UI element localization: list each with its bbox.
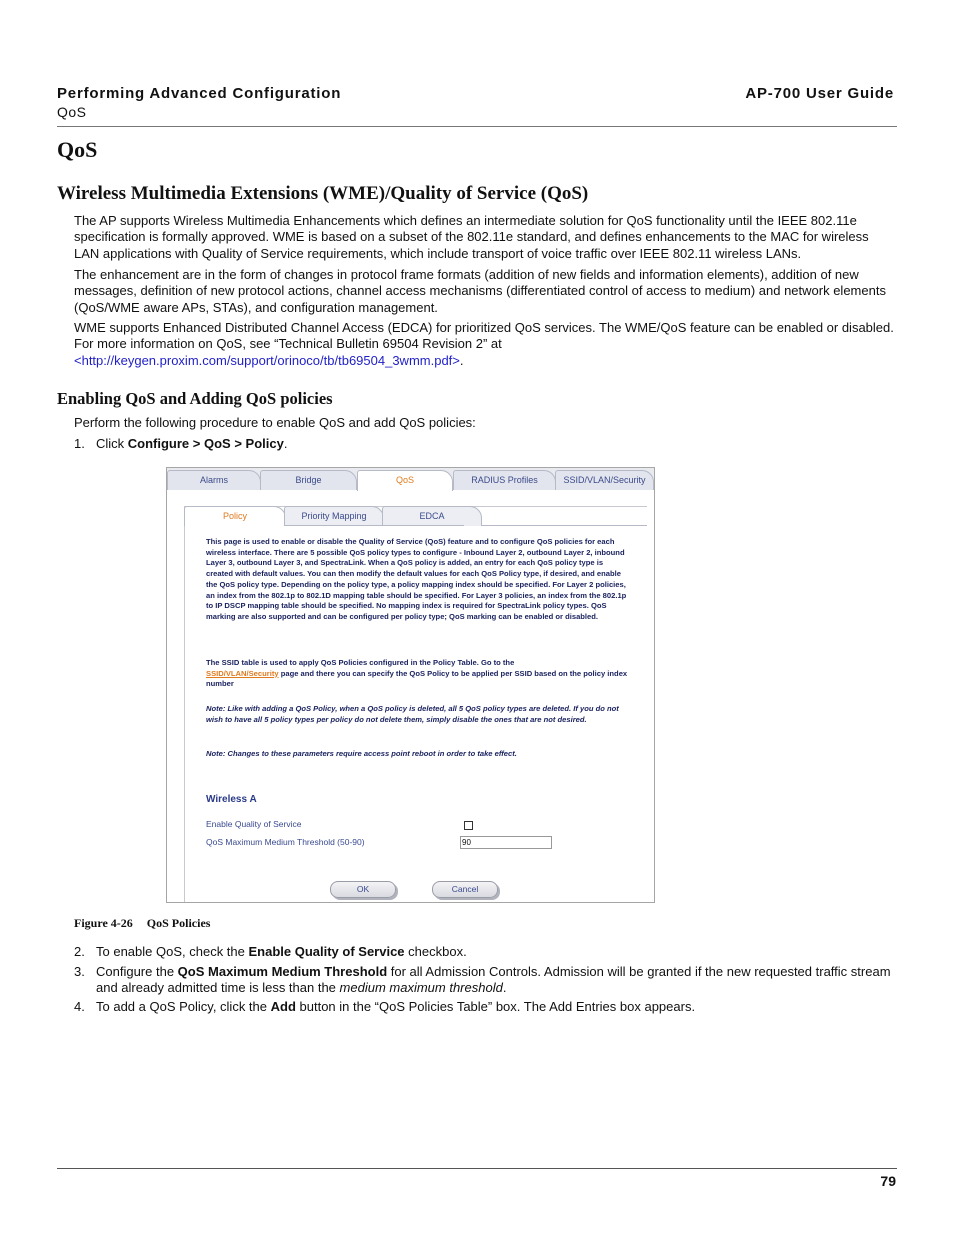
tab-bridge[interactable]: Bridge [260,470,357,490]
tab-ssid-vlan-security[interactable]: SSID/VLAN/Security [555,470,654,490]
step-1 [74,436,897,452]
ssid-vlan-security-link[interactable]: SSID/VLAN/Security [206,668,279,678]
tab-edca[interactable]: EDCA [382,506,482,526]
paragraph-edca-text: WME supports Enhanced Distributed Channel Access (EDCA) for prioritized QoS services. The WME/QoS feature can be enabled or disabled. For more information on QoS, see “Technical Bulletin 69504 Revision 2” at [74,320,894,352]
enable-qos-checkbox[interactable] [464,821,473,830]
step-bold-text: Configure > QoS > Policy [127,436,284,451]
step-text: To add a QoS Policy, click the [96,999,271,1014]
step-text: Configure the [96,964,178,979]
tab-qos[interactable]: QoS [357,470,453,491]
section-heading-enabling-qos: Enabling QoS and Adding QoS policies [57,389,333,408]
footer-divider [57,1168,897,1169]
step-bold-text: QoS Maximum Medium Threshold [177,964,388,979]
tab-policy[interactable]: Policy [184,506,286,526]
figure-title: QoS Policies [146,916,211,930]
running-header-guide: AP-700 User Guide [745,85,894,102]
step-text-end: button in the “QoS Policies Table” box. The Add Entries box appears. [295,999,696,1014]
technical-bulletin-link[interactable]: <http://keygen.proxim.com/support/orinoco/tb/tb69504_3wmm.pdf> [74,352,460,368]
step-text-mid: for all Admission Controls. Admission will be granted if the new requested traffic stream and already admitted time is less than the [96,964,891,996]
tab-priority-mapping[interactable]: Priority Mapping [284,506,384,526]
step-text: To enable QoS, check the [96,944,249,959]
step-number: 4. [74,999,85,1014]
sub-tab-bar [184,506,647,526]
step-text-end: . [502,980,507,996]
header-divider [57,126,897,127]
threshold-label: QoS Maximum Medium Threshold (50-90) [206,837,365,847]
step-number: 1. [74,436,85,451]
figure-number: Figure 4-26 [74,916,133,930]
section-heading-wme: Wireless Multimedia Extensions (WME)/Quality of Service (QoS) [57,183,589,204]
step-4 [74,999,897,1015]
step-text: Click [96,436,128,451]
tab-alarms[interactable]: Alarms [167,470,261,490]
procedure-intro: Perform the following procedure to enable QoS and add QoS policies: [74,415,476,430]
step-text-end: checkbox. [404,944,467,959]
enable-qos-label: Enable Quality of Service [206,819,302,829]
page-title: QoS [57,137,98,162]
ssid-table-description [206,658,630,690]
policy-description: This page is used to enable or disable the Quality of Service (QoS) feature and to configure QoS policies for each wireless interface. There are 5 possible QoS policy types to configure - Inbound Layer 2, outbound Layer 2, inbound Layer 3, outbound Layer 3, and SpectraLink. When a QoS policy is added, an entry for each QoS policy type is created with default values. You can then modify the default values for each QoS Policy type, if desired, and enable the QoS policy type. Depending on the policy type, a policy mapping index should be specified. For Layer 2 policies, an index from the 802.1p to 802.1D mapping table should be specified. For Layer 3 policies, an index from the 802.1p to IP DSCP mapping table should be specified. No mapping index is required for SpectraLink policy types. QoS marking are also supported and can be configured per policy type; QoS marking can be enabled or disabled. [206,537,627,621]
step-number: 3. [74,964,85,979]
ssid-description-text: The SSID table is used to apply QoS Policies configured in the Policy Table. Go to the [206,658,515,667]
page-number: 79 [880,1173,896,1189]
sub-tab-divider [284,525,464,526]
qos-policies-figure [166,467,655,903]
paragraph-wme-intro: The AP supports Wireless Multimedia Enhancements which defines an intermediate solution for QoS functionality until the IEEE 802.11e specification is formally approved. WME is based on a subset of the 802.11e standard, and defines enhancements to the MAC for wireless LAN applications with Quality of Service requirements, which include transport of voice traffic over IEEE 802.11 wireless LANs. [74,213,869,261]
step-text-end: . [283,436,288,451]
paragraph-edca-end: . [459,352,464,368]
delete-policy-note: Note: Like with adding a QoS Policy, when a QoS policy is deleted, all 5 QoS policy types are deleted. If you do not wish to have all 5 policy types per policy do not delete them, simply disable the ones that are not desired. [206,704,619,724]
step-italic-text: medium maximum threshold [339,980,503,996]
paragraph-edca [74,320,897,369]
running-header-section: QoS [57,104,87,120]
reboot-note: Note: Changes to these parameters require access point reboot in order to take effect. [206,749,517,758]
wireless-a-heading: Wireless A [206,794,257,805]
top-tab-bar [167,468,654,490]
paragraph-enhancements: The enhancement are in the form of changes in protocol frame formats (addition of new fields and information elements), addition of new messages, definition of new protocol actions, channel access mechanisms (differentiated control of access to medium) and network elements (QoS/WME aware APs, STAs), and configuration management. [74,267,886,315]
step-bold-text: Enable Quality of Service [248,944,405,959]
sub-tab-divider-right [481,525,647,526]
running-header-chapter: Performing Advanced Configuration [57,85,342,102]
cancel-button[interactable]: Cancel [432,881,498,898]
step-3 [74,964,897,997]
ssid-description-end: page and there you can specify the QoS Policy to be applied per SSID based on the policy index number [206,668,628,689]
threshold-input[interactable]: 90 [460,836,552,849]
figure-caption [74,916,210,931]
tab-radius-profiles[interactable]: RADIUS Profiles [453,470,556,490]
step-2 [74,944,897,960]
step-bold-text: Add [270,999,296,1014]
ok-button[interactable]: OK [330,881,396,898]
step-number: 2. [74,944,85,959]
